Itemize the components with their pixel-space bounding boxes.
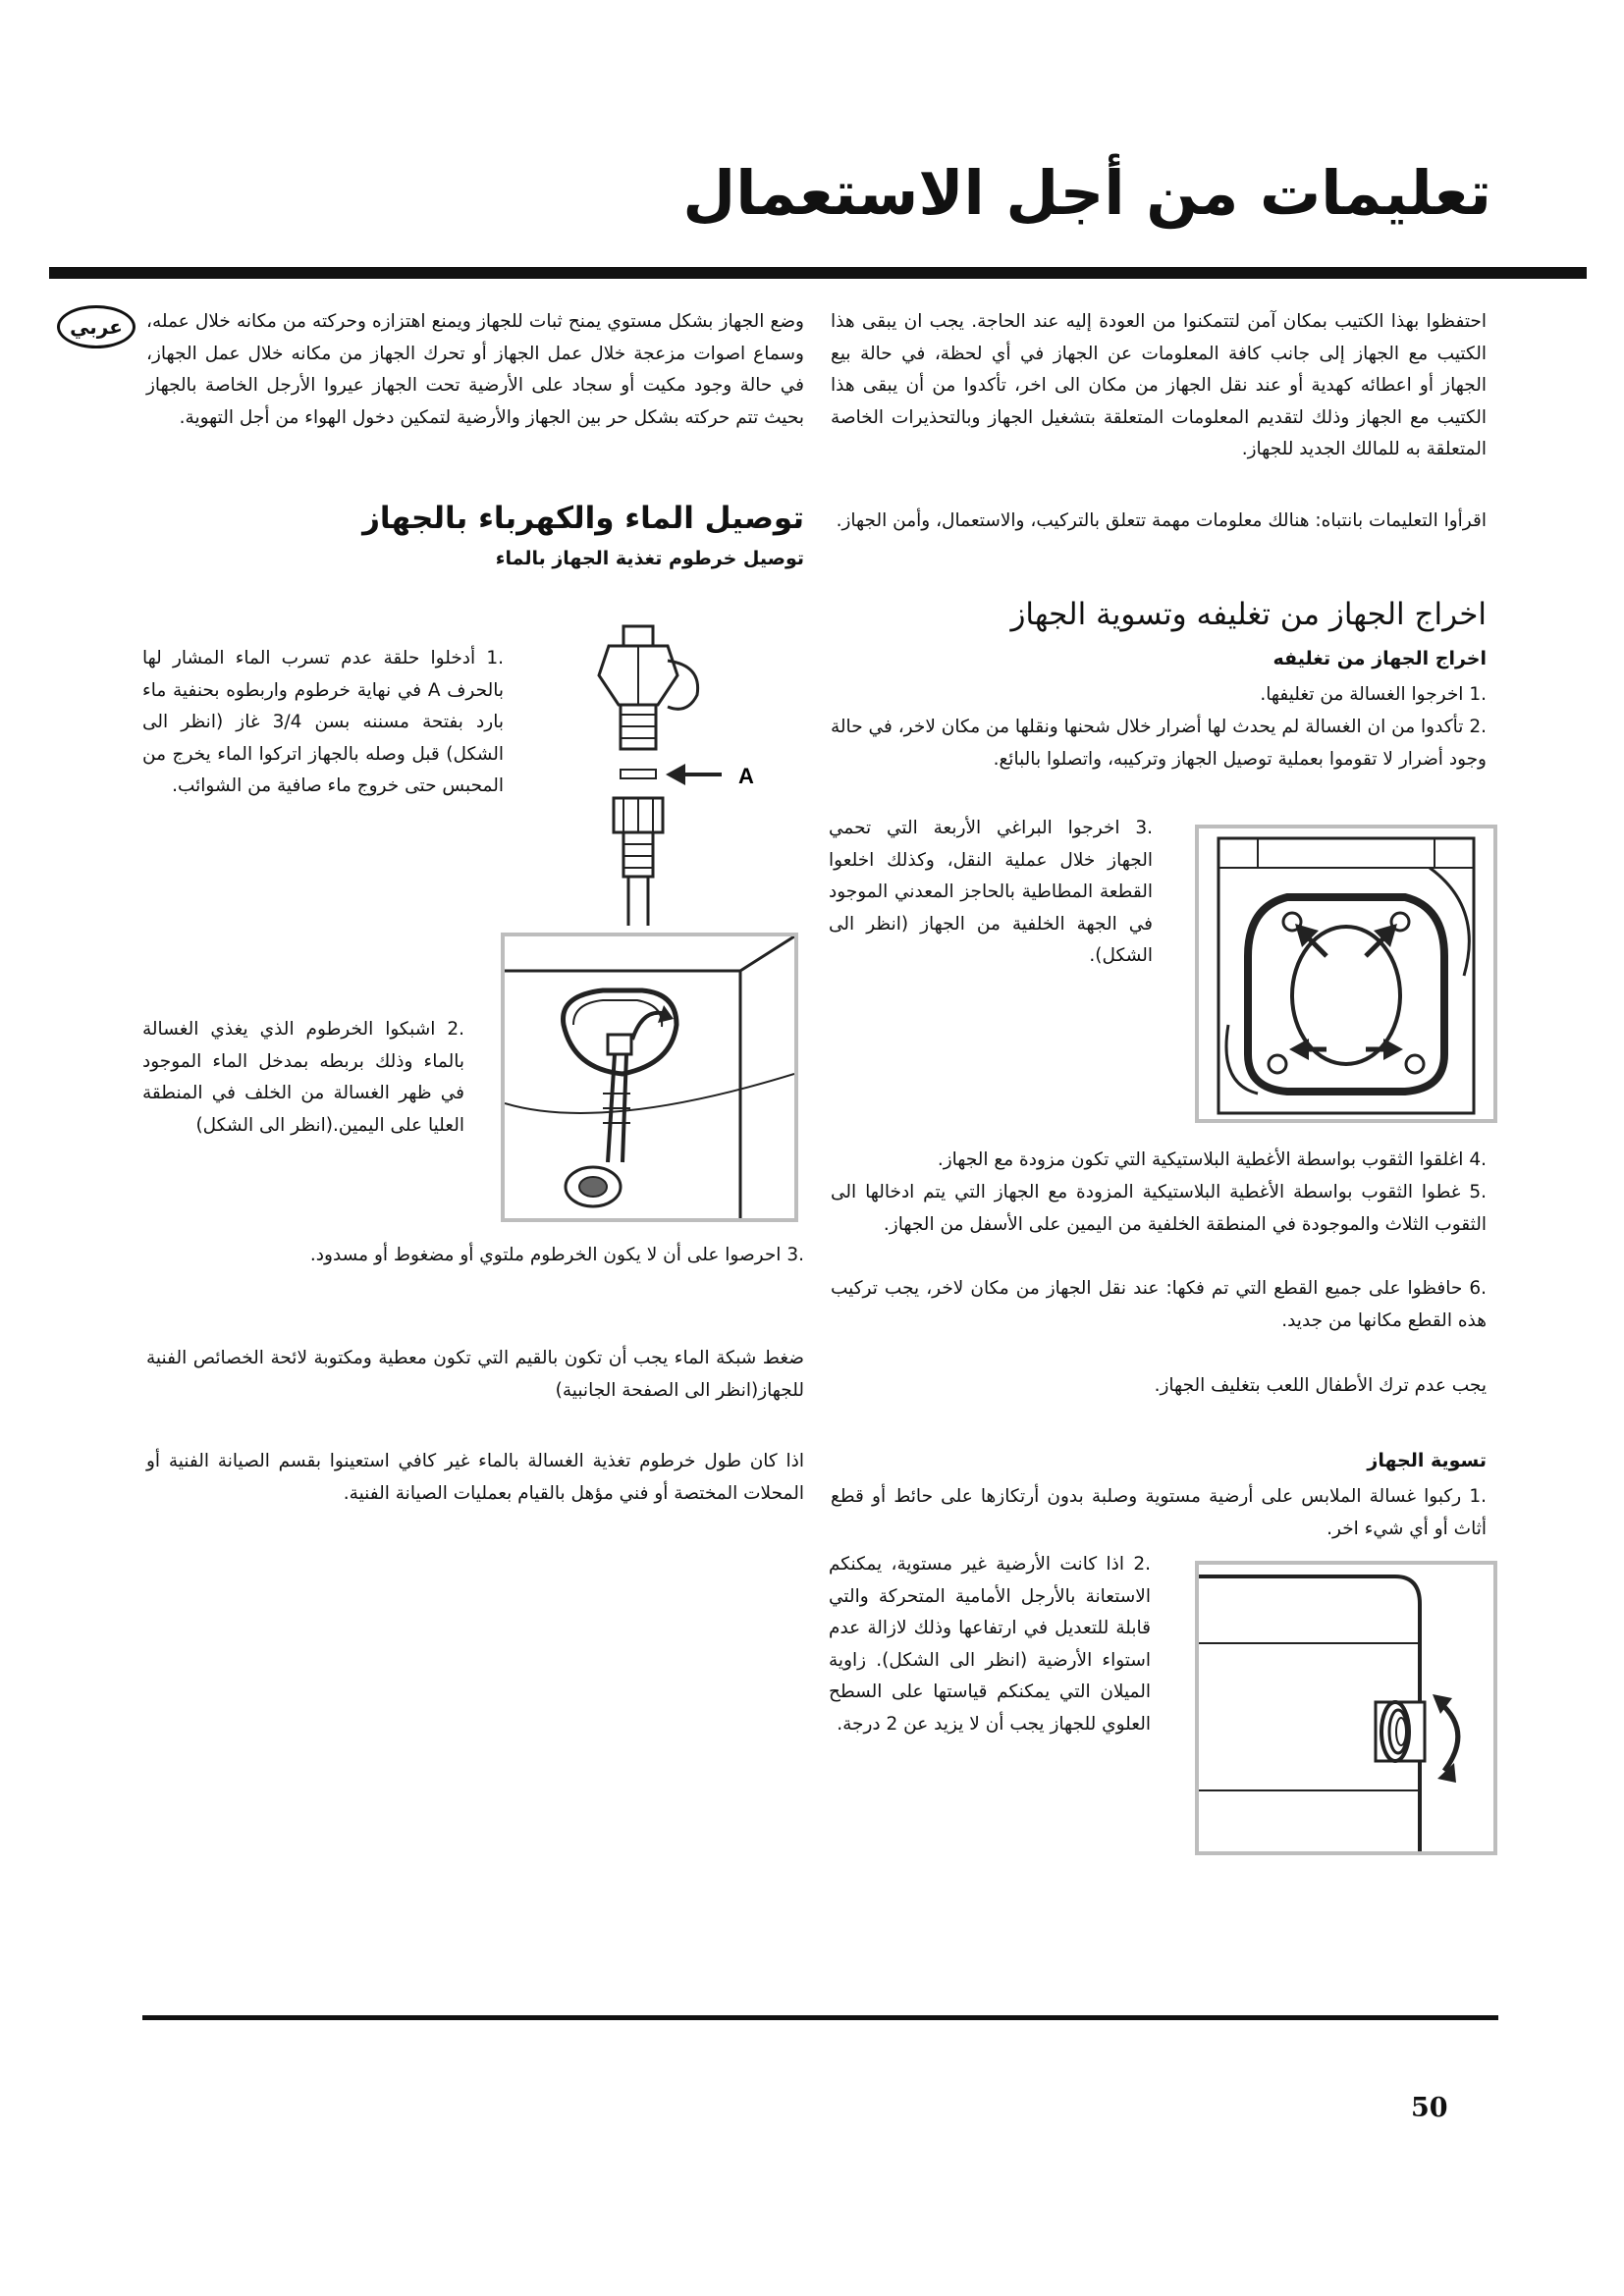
hose-step-1: .1 أدخلوا حلقة عدم تسرب الماء المشار لها بالحرف A في نهاية خرطوم واربطوه بحنفية ماء بارد بفتحة مسننه بسن 3/4 غاز (انظر الى الشكل) قبل وصله بالجهاز اتركوا الماء يخرج من المحبس حتى خروج ماء صافية من الشوائب. bbox=[142, 648, 504, 796]
water-pressure-note: ضغط شبكة الماء يجب أن تكون بالقيم التي تكون معطية ومكتوبة لائحة الخصائص الفنية للجهاز(انظر الى الصفحة الجانبية) bbox=[146, 1348, 804, 1401]
title-divider bbox=[49, 267, 1587, 279]
washer-rear-illustration bbox=[1199, 828, 1493, 1119]
hose-step-3: .3 احرصوا على أن لا يكون الخرطوم ملتوي أو مضغوط أو مسدود. bbox=[309, 1245, 804, 1265]
tap-illustration bbox=[511, 616, 795, 931]
unpack-step-5: .5 غطوا الثقوب بواسطة الأغطية البلاستيكية المزودة مع الجهاز التي يتم ادخالها الى الثقوب الثلاث والموجودة في المنطقة الخلفية من اليمين على الأسفل من الجهاز. bbox=[831, 1182, 1487, 1235]
language-badge: عربي bbox=[57, 305, 135, 348]
right-warnings-paragraph: اقرأوا التعليمات بانتباه: هنالك معلومات مهمة تتعلق بالتركيب، والاستعمال، وأمن الجهاز. bbox=[836, 510, 1487, 531]
adjustable-foot-illustration bbox=[1199, 1565, 1493, 1851]
level-subheading: تسوية الجهاز bbox=[1367, 1450, 1487, 1471]
inlet-illustration bbox=[505, 936, 794, 1218]
unpack-step-2: .2 تأكدوا من ان الغسالة لم يحدث لها أضرار خلال شحنها ونقلها من مكان لاخر، في حالة وجود أضرار لا تقوموا بعملية توصيل الجهاز وتركيبه، واتصلوا بالبائع. bbox=[831, 717, 1487, 770]
left-intro-paragraph: وضع الجهاز بشكل مستوي يمنح ثبات للجهاز ويمنع اهتزازه وحركته من مكانه خلال عمله، وسماع اصوات مزعجة خلال عمل الجهاز أو تحرك الجهاز من مكانه خلال عمل الجهاز، في حالة وجود مكيت أو سجاد على الأرضية تحت الجهاز عيروا الأرجل الخاصة بالجهاز بحيث تتم حركته بشكل حر بين الجهاز والأرضية لتمكين دخول الهواء من أجل التهوية. bbox=[146, 311, 804, 428]
unpack-level-heading: اخراج الجهاز من تغليفه وتسوية الجهاز bbox=[1010, 597, 1487, 632]
unpack-step-1: .1 اخرجوا الغسالة من تغليفها. bbox=[1260, 684, 1487, 705]
connections-subheading: توصيل خرطوم تغذية الجهاز بالماء bbox=[495, 548, 804, 569]
level-step-2: .2 اذا كانت الأرضية غير مستوية، يمكنكم الاستعانة بالأرجل الأمامية المتحركة والتي قابلة للتعديل في ارتفاعها وذلك لازالة عدم استواء الأرضية (انظر الى الشكل). زاوية الميلان التي يمكنكم قياستها على السطح العلوي للجهاز يجب أن لا يزيد عن 2 درجة. bbox=[829, 1554, 1151, 1735]
inlet-connection-figure bbox=[501, 933, 798, 1222]
level-step-1: .1 ركبوا غسالة الملابس على أرضية مستوية وصلبة بدون أرتكازها على حائط أو قطع أثاث أو أي شيء اخر. bbox=[831, 1486, 1487, 1539]
ring-label-a: A bbox=[738, 764, 754, 788]
unpack-subheading: اخراج الجهاز من تغليفه bbox=[1272, 648, 1487, 669]
adjustable-foot-figure bbox=[1195, 1561, 1497, 1855]
children-warning: يجب عدم ترك الأطفال اللعب بتغليف الجهاز. bbox=[1154, 1375, 1487, 1396]
tap-connection-figure bbox=[511, 616, 795, 931]
footer-divider bbox=[142, 2015, 1498, 2020]
hose-step-2: .2 اشبكوا الخرطوم الذي يغذي الغسالة بالماء وذلك بربطه بمدخل الماء الموجود في ظهر الغسالة من الخلف في المنطقة العليا على اليمين.(انظر الى الشكل) bbox=[142, 1019, 464, 1136]
unpack-step-3: .3 اخرجوا البراغي الأربعة التي تحمي الجهاز خلال عملية النقل، وكذلك اخلعوا القطعة المطاطية بالحاجز المعدني الموجود في الجهة الخلفية من الجهاز (انظر الى الشكل). bbox=[829, 818, 1153, 966]
unpack-step-6: .6 حافظوا على جميع القطع التي تم فكها: عند نقل الجهاز من مكان لاخر، يجب تركيب هذه القطع مكانها من جديد. bbox=[831, 1278, 1487, 1331]
right-intro-paragraph: احتفظوا بهذا الكتيب بمكان آمن لتتمكنوا من العودة إليه عند الحاجة. يجب ان يبقى هذا الكتيب مع الجهاز إلى جانب كافة المعلومات عن الجهاز في أي لحظة، في حالة بيع الجهاز أو اعطائه كهدية أو عند نقل الجهاز من مكان الى اخر، تأكدوا من أن يبقى هذا الكتيب مع الجهاز وذلك لتقديم المعلومات المتعلقة بتشغيل الجهاز وبالتحذيرات الخاصة المتعلقة به للمالك الجديد للجهاز. bbox=[831, 311, 1487, 459]
rear-bolts-figure bbox=[1195, 825, 1497, 1123]
hose-length-note: اذا كان طول خرطوم تغذية الغسالة بالماء غير كافي استعينوا بقسم الصيانة الفنية أو المحلات المختصة أو فني مؤهل بالقيام بعمليات الصيانة الفنية. bbox=[146, 1451, 804, 1504]
connections-heading: توصيل الماء والكهرباء بالجهاز bbox=[362, 501, 804, 536]
unpack-step-4: .4 اغلقوا الثقوب بواسطة الأغطية البلاستيكية التي تكون مزودة مع الجهاز. bbox=[937, 1149, 1487, 1170]
page-number: 50 bbox=[1411, 2093, 1448, 2123]
page-title: تعليمات من أجل الاستعمال bbox=[682, 157, 1491, 229]
